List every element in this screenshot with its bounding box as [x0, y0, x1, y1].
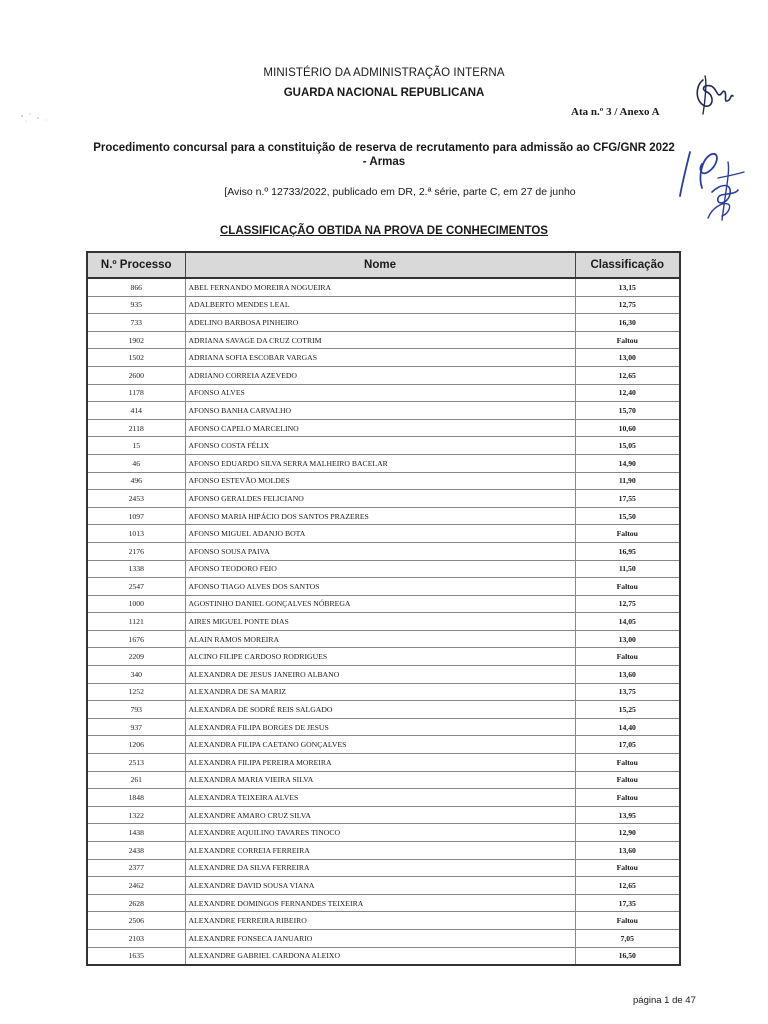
classificacao-cell: 17,05: [575, 736, 680, 754]
classificacao-cell: 13,60: [575, 666, 680, 684]
processo-cell: 1121: [87, 613, 185, 631]
classificacao-cell: 16,50: [575, 947, 680, 965]
table-row: [87, 454, 680, 472]
table-row: [87, 507, 680, 525]
classificacao-cell: 10,60: [575, 419, 680, 437]
table-row: [87, 666, 680, 684]
processo-cell: 793: [87, 701, 185, 719]
nome-cell: ABEL FERNANDO MOREIRA NOGUEIRA: [185, 278, 575, 296]
table-row: [87, 560, 680, 578]
table-row: [87, 683, 680, 701]
classificacao-cell: Faltou: [575, 771, 680, 789]
classificacao-cell: 12,40: [575, 384, 680, 402]
classificacao-cell: 14,05: [575, 613, 680, 631]
classificacao-cell: 12,90: [575, 824, 680, 842]
table-row: [87, 296, 680, 314]
processo-cell: 1178: [87, 384, 185, 402]
table-row: [87, 877, 680, 895]
classificacao-cell: 7,05: [575, 929, 680, 947]
classificacao-cell: 14,40: [575, 718, 680, 736]
classificacao-cell: Faltou: [575, 578, 680, 596]
nome-cell: ALEXANDRA DE JESUS JANEIRO ALBANO: [185, 666, 575, 684]
aviso-reference: [Aviso n.º 12733/2022, publicado em DR, 2.ª série, parte C, em 27 de junho: [224, 186, 576, 198]
processo-cell: 46: [87, 454, 185, 472]
classificacao-cell: 12,75: [575, 296, 680, 314]
classificacao-cell: Faltou: [575, 331, 680, 349]
processo-cell: 2103: [87, 929, 185, 947]
processo-cell: 2209: [87, 648, 185, 666]
classificacao-cell: Faltou: [575, 912, 680, 930]
processo-cell: 2547: [87, 578, 185, 596]
classificacao-cell: Faltou: [575, 754, 680, 772]
classificacao-cell: Faltou: [575, 789, 680, 807]
processo-cell: 2506: [87, 912, 185, 930]
institution-title: GUARDA NACIONAL REPUBLICANA: [283, 87, 485, 99]
table-row: [87, 384, 680, 402]
processo-cell: 733: [87, 314, 185, 332]
processo-cell: 2600: [87, 366, 185, 384]
nome-cell: ALAIN RAMOS MOREIRA: [185, 630, 575, 648]
classificacao-cell: 13,75: [575, 683, 680, 701]
nome-cell: ALEXANDRE AMARO CRUZ SILVA: [185, 806, 575, 824]
nome-cell: AFONSO MIGUEL ADANJO BOTA: [185, 525, 575, 543]
nome-cell: ALEXANDRE DA SILVA FERREIRA: [185, 859, 575, 877]
table-row: [87, 789, 680, 807]
nome-cell: ALCINO FILIPE CARDOSO RODRIGUES: [185, 648, 575, 666]
processo-cell: 1013: [87, 525, 185, 543]
processo-cell: 496: [87, 472, 185, 490]
section-heading-text: CLASSIFICAÇÃO OBTIDA NA PROVA DE CONHECIMENTOS: [220, 225, 548, 237]
table-row: [87, 278, 680, 296]
classificacao-cell: 15,70: [575, 402, 680, 420]
table-row: [87, 894, 680, 912]
nome-cell: AGOSTINHO DANIEL GONÇALVES NÓBREGA: [185, 595, 575, 613]
table-row: [87, 314, 680, 332]
nome-cell: AFONSO ALVES: [185, 384, 575, 402]
processo-cell: 2118: [87, 419, 185, 437]
processo-cell: 414: [87, 402, 185, 420]
classificacao-cell: 13,60: [575, 842, 680, 860]
nome-cell: ALEXANDRE FONSECA JANUARIO: [185, 929, 575, 947]
column-header-classificacao: Classificação: [575, 252, 680, 278]
table-row: [87, 736, 680, 754]
classificacao-cell: 12,65: [575, 877, 680, 895]
table-row: [87, 578, 680, 596]
processo-cell: 15: [87, 437, 185, 455]
table-row: [87, 648, 680, 666]
page-number: página 1 de 47: [633, 995, 696, 1006]
processo-cell: 1097: [87, 507, 185, 525]
nome-cell: ALEXANDRA DE SODRÉ REIS SALGADO: [185, 701, 575, 719]
processo-cell: 1848: [87, 789, 185, 807]
nome-cell: ALEXANDRA FILIPA BORGES DE JESUS: [185, 718, 575, 736]
section-heading: [0, 225, 768, 237]
classificacao-cell: Faltou: [575, 525, 680, 543]
table-row: [87, 806, 680, 824]
processo-cell: 1338: [87, 560, 185, 578]
classificacao-cell: 13,15: [575, 278, 680, 296]
table-header-row: [87, 252, 680, 278]
classificacao-cell: 17,55: [575, 490, 680, 508]
table-row: [87, 947, 680, 965]
processo-cell: 2462: [87, 877, 185, 895]
nome-cell: AFONSO TIAGO ALVES DOS SANTOS: [185, 578, 575, 596]
table-row: [87, 824, 680, 842]
column-header-nome: Nome: [185, 252, 575, 278]
nome-cell: AIRES MIGUEL PONTE DIAS: [185, 613, 575, 631]
processo-cell: 2628: [87, 894, 185, 912]
table-row: [87, 437, 680, 455]
classificacao-cell: 15,25: [575, 701, 680, 719]
classificacao-cell: 13,00: [575, 630, 680, 648]
classificacao-cell: Faltou: [575, 859, 680, 877]
table-row: [87, 525, 680, 543]
nome-cell: AFONSO COSTA FÉLIX: [185, 437, 575, 455]
table-row: [87, 402, 680, 420]
classificacao-cell: Faltou: [575, 648, 680, 666]
processo-cell: 1322: [87, 806, 185, 824]
nome-cell: ALEXANDRE FERREIRA RIBEIRO: [185, 912, 575, 930]
nome-cell: ADRIANA SOFIA ESCOBAR VARGAS: [185, 349, 575, 367]
classificacao-cell: 15,05: [575, 437, 680, 455]
table-row: [87, 366, 680, 384]
processo-cell: 1252: [87, 683, 185, 701]
processo-cell: 340: [87, 666, 185, 684]
processo-cell: 866: [87, 278, 185, 296]
nome-cell: ALEXANDRA MARIA VIEIRA SILVA: [185, 771, 575, 789]
processo-cell: 1902: [87, 331, 185, 349]
table-row: [87, 490, 680, 508]
classificacao-cell: 12,65: [575, 366, 680, 384]
processo-cell: 1502: [87, 349, 185, 367]
nome-cell: ALEXANDRE GABRIEL CARDONA ALEIXO: [185, 947, 575, 965]
scan-speck-decoration: [10, 106, 60, 130]
table-row: [87, 472, 680, 490]
processo-cell: 2438: [87, 842, 185, 860]
nome-cell: AFONSO MARIA HIPÁCIO DOS SANTOS PRAZERES: [185, 507, 575, 525]
table-row: [87, 754, 680, 772]
table-body: [87, 278, 680, 965]
classificacao-cell: 15,50: [575, 507, 680, 525]
processo-cell: 2513: [87, 754, 185, 772]
table-row: [87, 771, 680, 789]
table-row: [87, 595, 680, 613]
nome-cell: AFONSO BANHA CARVALHO: [185, 402, 575, 420]
nome-cell: AFONSO ESTEVÃO MOLDES: [185, 472, 575, 490]
table-row: [87, 630, 680, 648]
classificacao-cell: 13,00: [575, 349, 680, 367]
processo-cell: 2377: [87, 859, 185, 877]
table-row: [87, 613, 680, 631]
nome-cell: AFONSO EDUARDO SILVA SERRA MALHEIRO BACELAR: [185, 454, 575, 472]
table-row: [87, 331, 680, 349]
table-row: [87, 349, 680, 367]
table-row: [87, 842, 680, 860]
classificacao-cell: 12,75: [575, 595, 680, 613]
table-row: [87, 718, 680, 736]
nome-cell: ALEXANDRE AQUILINO TAVARES TINOCO: [185, 824, 575, 842]
nome-cell: ADELINO BARBOSA PINHEIRO: [185, 314, 575, 332]
nome-cell: AFONSO CAPELO MARCELINO: [185, 419, 575, 437]
nome-cell: ADRIANO CORREIA AZEVEDO: [185, 366, 575, 384]
nome-cell: ALEXANDRE CORREIA FERREIRA: [185, 842, 575, 860]
nome-cell: ALEXANDRE DAVID SOUSA VIANA: [185, 877, 575, 895]
classification-table: [86, 251, 681, 966]
processo-cell: 1635: [87, 947, 185, 965]
classificacao-cell: 16,95: [575, 542, 680, 560]
table-row: [87, 912, 680, 930]
table-row: [87, 859, 680, 877]
procedure-title: Procedimento concursal para a constituição de reserva de recrutamento para admissão ao CFG/GNR 2022 - Armas: [93, 142, 675, 168]
nome-cell: AFONSO TEODORO FEIO: [185, 560, 575, 578]
classificacao-cell: 13,95: [575, 806, 680, 824]
classificacao-cell: 17,35: [575, 894, 680, 912]
classificacao-cell: 16,30: [575, 314, 680, 332]
processo-cell: 2453: [87, 490, 185, 508]
processo-cell: 1438: [87, 824, 185, 842]
nome-cell: ALEXANDRA FILIPA PEREIRA MOREIRA: [185, 754, 575, 772]
processo-cell: 1000: [87, 595, 185, 613]
ata-reference: Ata n.º 3 / Anexo A: [571, 106, 660, 118]
table-row: [87, 419, 680, 437]
column-header-processo: N.º Processo: [87, 252, 185, 278]
processo-cell: 937: [87, 718, 185, 736]
nome-cell: ADALBERTO MENDES LEAL: [185, 296, 575, 314]
nome-cell: ALEXANDRE DOMINGOS FERNANDES TEIXEIRA: [185, 894, 575, 912]
table-row: [87, 929, 680, 947]
classificacao-cell: 11,50: [575, 560, 680, 578]
nome-cell: ALEXANDRA TEIXEIRA ALVES: [185, 789, 575, 807]
nome-cell: ADRIANA SAVAGE DA CRUZ COTRIM: [185, 331, 575, 349]
nome-cell: ALEXANDRA FILIPA CAETANO GONÇALVES: [185, 736, 575, 754]
table-row: [87, 542, 680, 560]
signature-mark-top: [693, 72, 735, 118]
ministry-title: MINISTÉRIO DA ADMINISTRAÇÃO INTERNA: [263, 67, 505, 79]
classificacao-cell: 14,90: [575, 454, 680, 472]
signature-mark-blue: [672, 148, 752, 226]
nome-cell: AFONSO GERALDES FELICIANO: [185, 490, 575, 508]
table-row: [87, 701, 680, 719]
nome-cell: AFONSO SOUSA PAIVA: [185, 542, 575, 560]
processo-cell: 1676: [87, 630, 185, 648]
processo-cell: 1206: [87, 736, 185, 754]
processo-cell: 935: [87, 296, 185, 314]
classificacao-cell: 11,90: [575, 472, 680, 490]
processo-cell: 2176: [87, 542, 185, 560]
processo-cell: 261: [87, 771, 185, 789]
nome-cell: ALEXANDRA DE SA MARIZ: [185, 683, 575, 701]
